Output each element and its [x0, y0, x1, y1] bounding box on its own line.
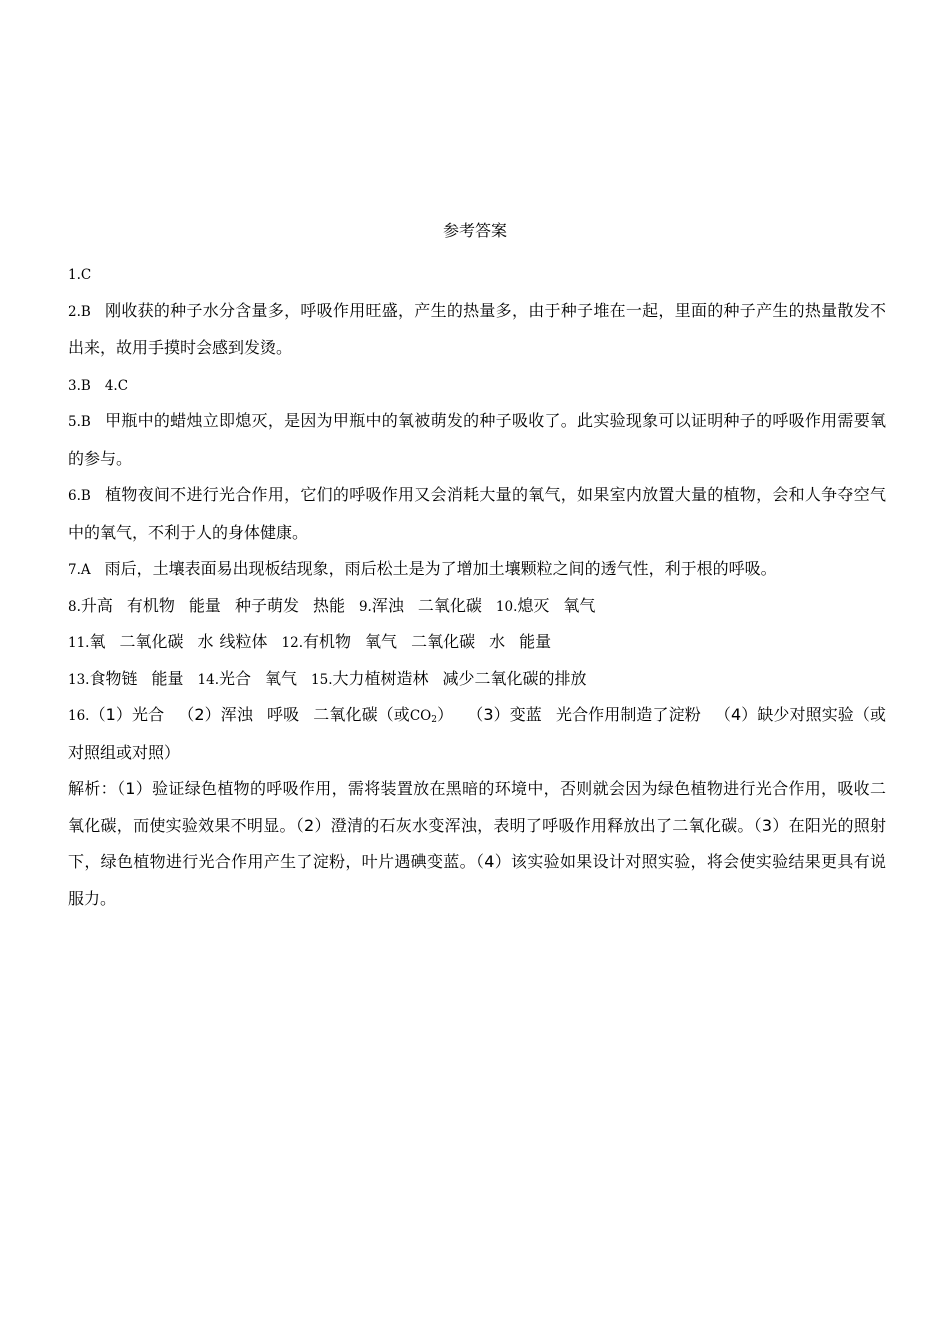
answer-item: 光合: [132, 705, 165, 724]
answer-item: 有机物: [303, 632, 352, 651]
answer-number: 7.A: [68, 562, 91, 578]
answer-item: 二氧化碳（或: [313, 705, 410, 724]
answers-body: [68, 256, 886, 917]
answer-item: 变蓝: [509, 705, 542, 724]
answer-number: 16.: [68, 708, 90, 724]
answer-number: 4.C: [104, 377, 129, 394]
answer-1: [68, 256, 886, 293]
answer-item: 水: [197, 632, 214, 651]
analysis: [68, 771, 886, 917]
answer-16: [68, 697, 886, 771]
part-label: （2）: [295, 815, 331, 835]
answer-item: 有机物: [126, 595, 175, 615]
part-label: （3）: [753, 815, 789, 835]
answer-number: 9.: [358, 598, 372, 615]
answer-item: 水: [489, 632, 506, 651]
part-label: （2）: [178, 705, 221, 724]
answer-number: 14.: [197, 671, 219, 688]
answer-number: 8.: [68, 598, 81, 615]
answer-item: 种子萌发: [234, 595, 299, 615]
answer-item: 能量: [519, 632, 552, 651]
answer-text: 植物夜间不进行光合作用，它们的呼吸作用又会消耗大量的氧气，如果室内放置大量的植物，会和人争夺空气中的氧气，不利于人的身体健康。: [68, 485, 886, 542]
analysis-label: 解析：: [68, 779, 117, 798]
answer-number: 15.: [311, 671, 333, 688]
answer-item: 大力植树造林: [332, 668, 429, 688]
answer-number: 6.B: [68, 488, 91, 504]
answer-item: 呼吸: [266, 705, 300, 724]
answer-5: [68, 403, 886, 477]
answer-item: 浑浊: [371, 595, 404, 615]
page-title: 参考答案: [442, 221, 507, 240]
answer-item: 二氧化碳: [411, 632, 476, 651]
part-label: （4）: [475, 852, 512, 871]
answer-item: 氧气: [265, 668, 298, 688]
answer-item: 浑浊: [220, 705, 253, 724]
answer-item: ）: [436, 705, 454, 724]
answer-item: 食物链: [89, 668, 138, 688]
answer-number: 11.: [68, 635, 90, 651]
answers-13-15: [68, 661, 886, 698]
answer-number: 1.C: [68, 267, 92, 283]
answer-item: 二氧化碳: [119, 632, 184, 651]
answer-2: [68, 293, 886, 367]
answer-item: 二氧化碳: [417, 595, 482, 615]
answers-8-10: [68, 588, 886, 625]
answer-item: 氧: [89, 632, 106, 651]
answer-number: 10.: [495, 598, 518, 615]
answer-item: 线粒体: [219, 632, 268, 651]
answer-number: 12.: [281, 635, 304, 651]
answer-item: 热能: [312, 595, 345, 615]
answer-text: 雨后，土壤表面易出现板结现象，雨后松土是为了增加土壤颗粒之间的透气性，利于根的呼吸。: [104, 559, 777, 578]
part-label: （1）: [89, 705, 133, 724]
answer-item: 光合: [219, 668, 252, 688]
answer-number: 3.B: [68, 377, 91, 394]
answer-item: 氧气: [563, 595, 596, 615]
co2-formula: $CO_2$: [409, 708, 437, 725]
answer-number: 13.: [68, 671, 90, 688]
answer-text: 甲瓶中的蜡烛立即熄灭，是因为甲瓶中的氧被萌发的种子吸收了。此实验现象可以证明种子的呼吸作用需要氧的参与。: [68, 411, 886, 468]
answer-3-4: [68, 367, 886, 404]
answer-item: 能量: [188, 595, 221, 615]
analysis-text: 澄清的石灰水变浑浊，表明了呼吸作用释放出了二氧化碳。: [330, 815, 754, 835]
part-label: （1）: [116, 779, 153, 798]
answer-text: 刚收获的种子水分含量多，呼吸作用旺盛，产生的热量多，由于种子堆在一起，里面的种子产生的热量散发不出来，故用手摸时会感到发烫。: [68, 300, 886, 357]
answer-number: 5.B: [68, 414, 91, 430]
answer-7: [68, 551, 886, 588]
answer-item: 缺少对照实验（或对照组或对照）: [68, 705, 886, 762]
answer-item: 氧气: [365, 632, 398, 651]
analysis-text: 该实验如果设计对照实验，将会使实验结果更具有说服力。: [68, 852, 886, 908]
answer-6: [68, 477, 886, 551]
answers-11-12: [68, 624, 886, 661]
analysis-text: 在阳光的照射下，绿色植物进行光合作用产生了淀粉，叶片遇碘变蓝。: [68, 815, 886, 871]
answer-item: 光合作用制造了淀粉: [555, 705, 701, 724]
answer-item: 熄灭: [517, 595, 550, 615]
answer-item: 升高: [80, 595, 113, 615]
answer-number: 2.B: [68, 303, 91, 320]
part-label: （4）: [714, 705, 758, 724]
part-label: （3）: [467, 705, 510, 724]
analysis-text: 验证绿色植物的呼吸作用，需将装置放在黑暗的环境中，否则就会因为绿色植物进行光合作用，吸收二氧化碳，而使实验效果不明显。: [68, 779, 886, 835]
answer-item: 减少二氧化碳的排放: [442, 668, 587, 688]
answer-item: 能量: [151, 668, 184, 688]
